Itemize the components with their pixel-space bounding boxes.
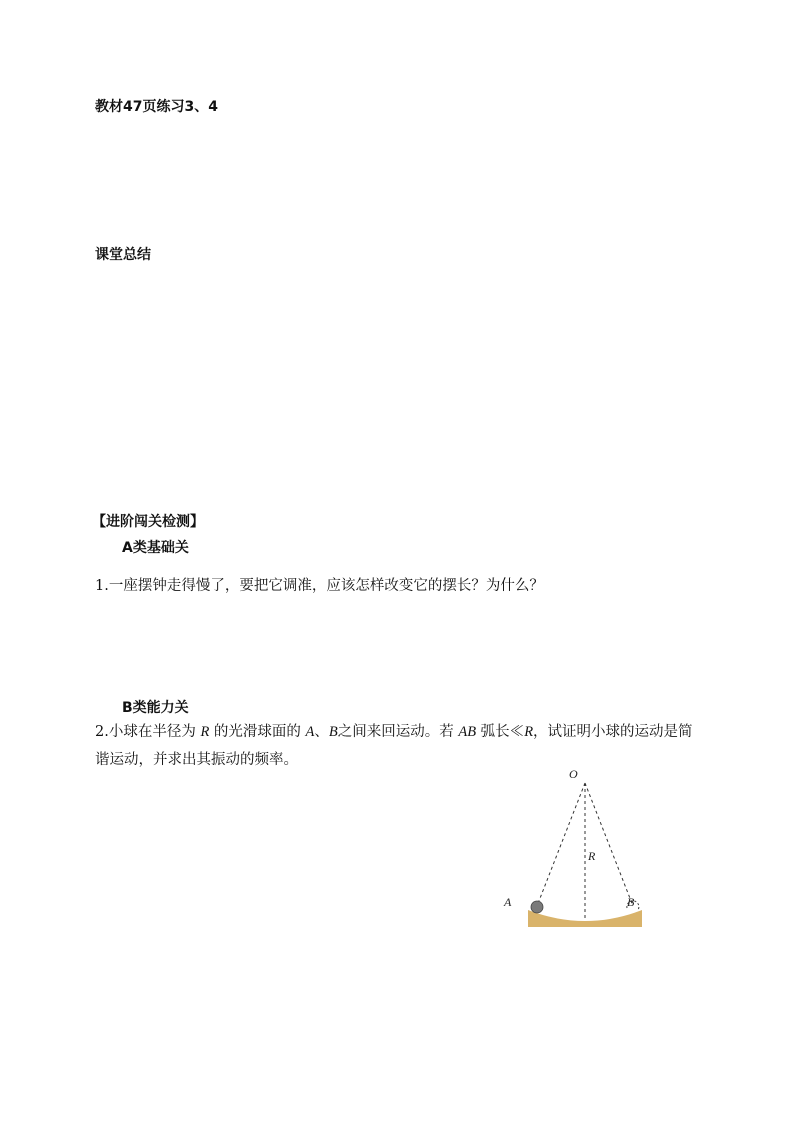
question-1: 1.一座摆钟走得慢了，要把它调准，应该怎样改变它的摆长？为什么？ — [95, 578, 544, 594]
string-right — [585, 783, 633, 906]
label-o: O — [569, 767, 578, 781]
label-a: A — [504, 895, 512, 909]
q2-radius-r: R — [200, 724, 210, 740]
level-a-heading: A类基础关 — [122, 540, 189, 556]
q2-part5: 弧长≪ — [476, 724, 525, 740]
spherical-bowl — [528, 910, 642, 927]
q2-part3: 、 — [314, 724, 329, 740]
q2-point-b: B — [328, 724, 338, 740]
string-left — [537, 783, 585, 906]
q2-part6: ，试证明小球的运动是简 — [533, 724, 693, 740]
label-b: B — [627, 895, 635, 909]
label-r: R — [588, 849, 596, 863]
q2-part4: 之间来回运动。若 — [337, 724, 459, 740]
class-summary-heading: 课堂总结 — [95, 247, 151, 263]
section-title: 【进阶闯关检测】 — [92, 514, 204, 530]
q2-arc-ab: AB — [458, 724, 477, 740]
textbook-practice-heading: 教材47页练习3、4 — [95, 99, 218, 115]
question-2-line2: 谐运动，并求出其振动的频率。 — [95, 752, 298, 768]
q2-part1: 2.小球在半径为 — [95, 724, 201, 740]
ball — [531, 901, 543, 913]
level-b-heading: B类能力关 — [122, 700, 189, 716]
q2-part2: 的光滑球面的 — [209, 724, 306, 740]
q2-radius-r2: R — [524, 724, 534, 740]
q2-point-a: A — [305, 724, 315, 740]
